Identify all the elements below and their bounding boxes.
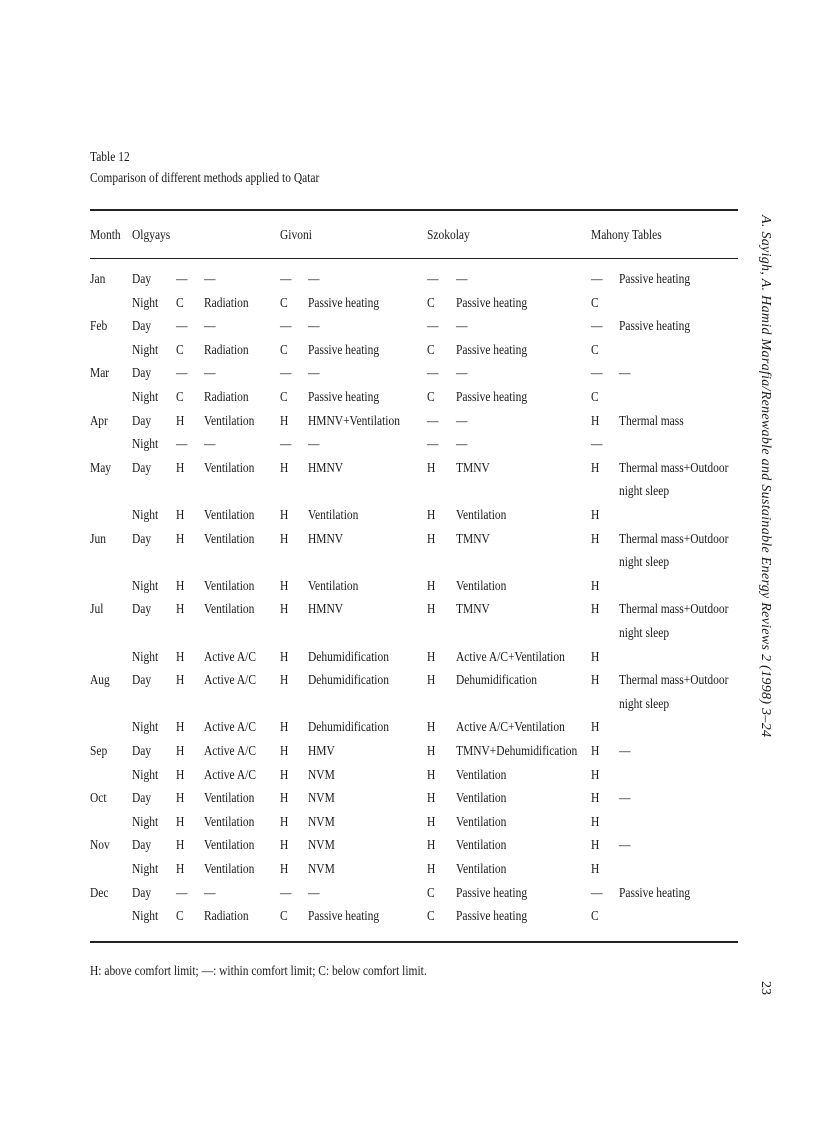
- running-head: A. Sayigh, A. Hamid Marafia/Renewable and Sustainable Energy Reviews 2 (1998) 3–24: [758, 215, 773, 738]
- szokolay-code-cell: C: [427, 885, 435, 901]
- olgyays-code-cell: H: [176, 744, 185, 759]
- header-olgyays: Olgyays: [132, 228, 171, 243]
- mahony-code-cell: C: [591, 390, 599, 405]
- olgyays-method-cell: Radiation: [204, 295, 249, 311]
- szokolay-code-cell: C: [427, 295, 435, 311]
- givoni-code-cell: H: [280, 578, 289, 594]
- period-cell: Night: [132, 862, 159, 877]
- givoni-method-cell: HMV: [308, 744, 335, 759]
- month-cell: Mar: [90, 366, 110, 382]
- szokolay-code-cell: C: [427, 342, 435, 358]
- mahony-code-cell: C: [591, 909, 599, 925]
- givoni-code-cell: H: [280, 838, 289, 854]
- olgyays-code-cell: —: [176, 437, 188, 453]
- mahony-code-cell: H: [591, 508, 600, 523]
- szokolay-method-cell: TMNV: [456, 460, 490, 476]
- szokolay-method-cell: —: [456, 437, 468, 453]
- givoni-method-cell: Passive heating: [308, 295, 380, 311]
- szokolay-code-cell: —: [427, 413, 439, 429]
- period-cell: Night: [132, 390, 159, 405]
- olgyays-method-cell: Ventilation: [204, 862, 255, 877]
- szokolay-code-cell: H: [427, 838, 436, 854]
- mahony-method-cell: Thermal mass+Outdoor: [619, 460, 729, 476]
- szokolay-code-cell: H: [427, 649, 436, 665]
- mahony-method-cell: —: [619, 744, 631, 759]
- mahony-code-cell: H: [591, 649, 600, 665]
- period-cell: Night: [132, 342, 159, 358]
- table-footnote: H: above comfort limit; —: within comfort limit; C: below comfort limit.: [90, 964, 427, 979]
- mahony-method-cell: night sleep: [619, 555, 670, 571]
- table-number: Table 12: [90, 150, 130, 165]
- mahony-code-cell: H: [591, 578, 600, 594]
- header-szokolay: Szokolay: [427, 228, 470, 243]
- szokolay-method-cell: TMNV: [456, 602, 490, 618]
- mahony-method-cell: Passive heating: [619, 319, 691, 335]
- givoni-method-cell: —: [308, 319, 320, 335]
- szokolay-method-cell: Active A/C+Ventilation: [456, 720, 565, 736]
- mahony-code-cell: H: [591, 720, 600, 736]
- givoni-method-cell: HMNV: [308, 460, 344, 476]
- olgyays-code-cell: H: [176, 649, 185, 665]
- mahony-code-cell: H: [591, 767, 600, 783]
- olgyays-code-cell: H: [176, 814, 185, 830]
- olgyays-method-cell: Active A/C: [204, 744, 256, 759]
- olgyays-code-cell: —: [176, 885, 188, 901]
- szokolay-code-cell: H: [427, 791, 436, 807]
- szokolay-code-cell: —: [427, 437, 439, 453]
- szokolay-method-cell: Passive heating: [456, 295, 528, 311]
- olgyays-method-cell: Ventilation: [204, 508, 255, 523]
- givoni-method-cell: HMNV: [308, 602, 344, 618]
- mahony-method-cell: night sleep: [619, 626, 670, 641]
- mahony-code-cell: C: [591, 342, 599, 358]
- month-cell: Sep: [90, 744, 108, 759]
- olgyays-method-cell: —: [204, 366, 216, 382]
- olgyays-method-cell: Active A/C: [204, 649, 256, 665]
- givoni-code-cell: —: [280, 885, 292, 901]
- period-cell: Day: [132, 602, 152, 618]
- table-header-rule: [90, 258, 738, 259]
- period-cell: Night: [132, 649, 159, 665]
- period-cell: Day: [132, 366, 152, 382]
- mahony-method-cell: Thermal mass+Outdoor: [619, 602, 729, 618]
- olgyays-code-cell: H: [176, 508, 185, 523]
- olgyays-method-cell: Active A/C: [204, 673, 256, 689]
- period-cell: Night: [132, 437, 159, 453]
- olgyays-code-cell: H: [176, 767, 185, 783]
- givoni-method-cell: —: [308, 366, 320, 382]
- olgyays-method-cell: Radiation: [204, 342, 249, 358]
- givoni-code-cell: C: [280, 909, 288, 925]
- givoni-code-cell: —: [280, 272, 292, 287]
- month-cell: Dec: [90, 885, 109, 901]
- period-cell: Night: [132, 814, 159, 830]
- mahony-code-cell: —: [591, 319, 603, 335]
- olgyays-code-cell: H: [176, 531, 185, 547]
- szokolay-method-cell: Dehumidification: [456, 673, 537, 689]
- mahony-code-cell: —: [591, 437, 603, 453]
- mahony-method-cell: Passive heating: [619, 885, 691, 901]
- month-cell: Feb: [90, 319, 108, 335]
- givoni-method-cell: —: [308, 885, 320, 901]
- mahony-code-cell: —: [591, 272, 603, 287]
- givoni-code-cell: H: [280, 649, 289, 665]
- szokolay-method-cell: Passive heating: [456, 390, 528, 405]
- olgyays-method-cell: Radiation: [204, 390, 249, 405]
- szokolay-method-cell: Passive heating: [456, 885, 528, 901]
- szokolay-code-cell: C: [427, 390, 435, 405]
- szokolay-code-cell: H: [427, 862, 436, 877]
- mahony-code-cell: —: [591, 885, 603, 901]
- period-cell: Day: [132, 272, 152, 287]
- mahony-code-cell: H: [591, 862, 600, 877]
- szokolay-code-cell: H: [427, 578, 436, 594]
- month-cell: Nov: [90, 838, 110, 854]
- szokolay-code-cell: H: [427, 508, 436, 523]
- mahony-method-cell: —: [619, 838, 631, 854]
- szokolay-method-cell: Passive heating: [456, 342, 528, 358]
- givoni-code-cell: H: [280, 531, 289, 547]
- period-cell: Night: [132, 578, 159, 594]
- olgyays-code-cell: H: [176, 862, 185, 877]
- szokolay-code-cell: —: [427, 272, 439, 287]
- givoni-code-cell: —: [280, 366, 292, 382]
- period-cell: Night: [132, 508, 159, 523]
- mahony-method-cell: Thermal mass+Outdoor: [619, 673, 729, 689]
- olgyays-method-cell: Active A/C: [204, 720, 256, 736]
- givoni-code-cell: H: [280, 673, 289, 689]
- period-cell: Night: [132, 909, 159, 925]
- givoni-method-cell: Dehumidification: [308, 649, 389, 665]
- olgyays-method-cell: Radiation: [204, 909, 249, 925]
- month-cell: Apr: [90, 413, 108, 429]
- mahony-method-cell: Thermal mass: [619, 413, 684, 429]
- givoni-method-cell: NVM: [308, 862, 335, 877]
- szokolay-method-cell: —: [456, 366, 468, 382]
- szokolay-code-cell: H: [427, 673, 436, 689]
- givoni-code-cell: C: [280, 295, 288, 311]
- szokolay-code-cell: H: [427, 720, 436, 736]
- szokolay-code-cell: H: [427, 767, 436, 783]
- olgyays-method-cell: —: [204, 885, 216, 901]
- month-cell: Aug: [90, 673, 110, 689]
- givoni-method-cell: HMNV+Ventilation: [308, 413, 400, 429]
- szokolay-code-cell: —: [427, 319, 439, 335]
- givoni-method-cell: HMNV: [308, 531, 344, 547]
- mahony-method-cell: Passive heating: [619, 272, 691, 287]
- month-cell: Jan: [90, 272, 106, 287]
- szokolay-method-cell: Ventilation: [456, 838, 507, 854]
- header-month: Month: [90, 228, 121, 243]
- olgyays-method-cell: —: [204, 437, 216, 453]
- olgyays-code-cell: —: [176, 319, 188, 335]
- givoni-code-cell: H: [280, 720, 289, 736]
- givoni-code-cell: H: [280, 814, 289, 830]
- givoni-code-cell: C: [280, 390, 288, 405]
- mahony-code-cell: H: [591, 413, 600, 429]
- szokolay-method-cell: —: [456, 413, 468, 429]
- olgyays-method-cell: Ventilation: [204, 814, 255, 830]
- period-cell: Day: [132, 413, 152, 429]
- month-cell: Jul: [90, 602, 104, 618]
- szokolay-code-cell: —: [427, 366, 439, 382]
- givoni-code-cell: H: [280, 767, 289, 783]
- mahony-method-cell: —: [619, 791, 631, 807]
- period-cell: Day: [132, 319, 152, 335]
- szokolay-code-cell: H: [427, 531, 436, 547]
- szokolay-method-cell: Ventilation: [456, 791, 507, 807]
- table-top-rule: [90, 209, 738, 211]
- szokolay-method-cell: Ventilation: [456, 578, 507, 594]
- olgyays-code-cell: H: [176, 838, 185, 854]
- period-cell: Day: [132, 791, 152, 807]
- szokolay-method-cell: Ventilation: [456, 814, 507, 830]
- szokolay-code-cell: H: [427, 744, 436, 759]
- period-cell: Day: [132, 460, 152, 476]
- szokolay-code-cell: H: [427, 460, 436, 476]
- olgyays-method-cell: Ventilation: [204, 413, 255, 429]
- period-cell: Day: [132, 673, 152, 689]
- olgyays-method-cell: Ventilation: [204, 602, 255, 618]
- givoni-method-cell: —: [308, 272, 320, 287]
- period-cell: Night: [132, 767, 159, 783]
- mahony-code-cell: H: [591, 838, 600, 854]
- givoni-method-cell: —: [308, 437, 320, 453]
- mahony-method-cell: night sleep: [619, 484, 670, 500]
- givoni-method-cell: Passive heating: [308, 909, 380, 925]
- olgyays-method-cell: Ventilation: [204, 578, 255, 594]
- period-cell: Day: [132, 885, 152, 901]
- period-cell: Night: [132, 720, 159, 736]
- olgyays-method-cell: Ventilation: [204, 791, 255, 807]
- olgyays-method-cell: Ventilation: [204, 838, 255, 854]
- olgyays-method-cell: —: [204, 272, 216, 287]
- mahony-code-cell: H: [591, 531, 600, 547]
- szokolay-method-cell: TMNV+Dehumidification: [456, 744, 578, 759]
- givoni-code-cell: C: [280, 342, 288, 358]
- szokolay-method-cell: TMNV: [456, 531, 490, 547]
- szokolay-method-cell: —: [456, 319, 468, 335]
- szokolay-method-cell: —: [456, 272, 468, 287]
- givoni-method-cell: Passive heating: [308, 342, 380, 358]
- szokolay-method-cell: Ventilation: [456, 508, 507, 523]
- olgyays-method-cell: Active A/C: [204, 767, 256, 783]
- szokolay-method-cell: Passive heating: [456, 909, 528, 925]
- olgyays-code-cell: C: [176, 390, 184, 405]
- mahony-code-cell: H: [591, 673, 600, 689]
- mahony-method-cell: —: [619, 366, 631, 382]
- mahony-code-cell: H: [591, 814, 600, 830]
- givoni-method-cell: NVM: [308, 838, 335, 854]
- olgyays-code-cell: H: [176, 673, 185, 689]
- mahony-code-cell: H: [591, 744, 600, 759]
- olgyays-code-cell: H: [176, 602, 185, 618]
- szokolay-code-cell: C: [427, 909, 435, 925]
- header-givoni: Givoni: [280, 228, 312, 243]
- month-cell: Oct: [90, 791, 107, 807]
- header-mahony: Mahony Tables: [591, 228, 662, 243]
- olgyays-method-cell: Ventilation: [204, 460, 255, 476]
- szokolay-method-cell: Ventilation: [456, 862, 507, 877]
- olgyays-code-cell: C: [176, 909, 184, 925]
- olgyays-code-cell: H: [176, 720, 185, 736]
- givoni-code-cell: H: [280, 602, 289, 618]
- givoni-method-cell: NVM: [308, 791, 335, 807]
- mahony-code-cell: C: [591, 295, 599, 311]
- mahony-method-cell: night sleep: [619, 696, 670, 712]
- olgyays-code-cell: H: [176, 791, 185, 807]
- month-cell: Jun: [90, 531, 106, 547]
- olgyays-method-cell: —: [204, 319, 216, 335]
- page-number: 23: [758, 981, 773, 995]
- givoni-code-cell: H: [280, 862, 289, 877]
- olgyays-code-cell: C: [176, 342, 184, 358]
- givoni-method-cell: Passive heating: [308, 390, 380, 405]
- givoni-method-cell: NVM: [308, 767, 335, 783]
- givoni-method-cell: Dehumidification: [308, 720, 389, 736]
- givoni-method-cell: Ventilation: [308, 508, 359, 523]
- szokolay-code-cell: H: [427, 602, 436, 618]
- olgyays-code-cell: H: [176, 413, 185, 429]
- givoni-code-cell: —: [280, 437, 292, 453]
- month-cell: May: [90, 460, 112, 476]
- olgyays-code-cell: H: [176, 460, 185, 476]
- table-bottom-rule: [90, 941, 738, 943]
- szokolay-code-cell: H: [427, 814, 436, 830]
- table-title: Comparison of different methods applied to Qatar: [90, 171, 320, 186]
- givoni-code-cell: —: [280, 319, 292, 335]
- givoni-method-cell: Dehumidification: [308, 673, 389, 689]
- mahony-code-cell: H: [591, 460, 600, 476]
- olgyays-code-cell: —: [176, 366, 188, 382]
- givoni-code-cell: H: [280, 744, 289, 759]
- olgyays-code-cell: H: [176, 578, 185, 594]
- period-cell: Day: [132, 838, 152, 854]
- mahony-code-cell: H: [591, 791, 600, 807]
- givoni-code-cell: H: [280, 508, 289, 523]
- szokolay-method-cell: Ventilation: [456, 767, 507, 783]
- olgyays-code-cell: —: [176, 272, 188, 287]
- givoni-code-cell: H: [280, 460, 289, 476]
- givoni-method-cell: NVM: [308, 814, 335, 830]
- givoni-method-cell: Ventilation: [308, 578, 359, 594]
- period-cell: Night: [132, 295, 159, 311]
- givoni-code-cell: H: [280, 413, 289, 429]
- szokolay-method-cell: Active A/C+Ventilation: [456, 649, 565, 665]
- givoni-code-cell: H: [280, 791, 289, 807]
- olgyays-method-cell: Ventilation: [204, 531, 255, 547]
- olgyays-code-cell: C: [176, 295, 184, 311]
- mahony-method-cell: Thermal mass+Outdoor: [619, 531, 729, 547]
- period-cell: Day: [132, 744, 152, 759]
- mahony-code-cell: H: [591, 602, 600, 618]
- mahony-code-cell: —: [591, 366, 603, 382]
- period-cell: Day: [132, 531, 152, 547]
